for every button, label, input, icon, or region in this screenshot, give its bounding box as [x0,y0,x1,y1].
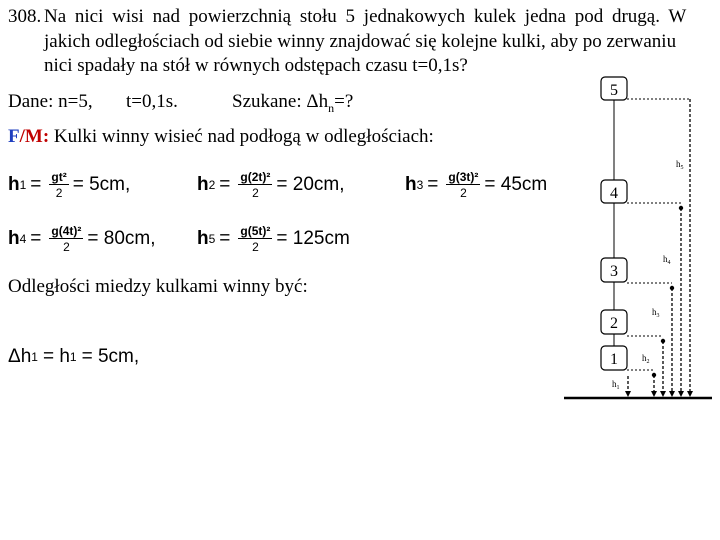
sought-sub: n [328,100,335,115]
formula-h3-num: g(3t)² [448,170,479,184]
formula-h4-sub: 4 [19,232,27,246]
problem-text-line-3: nici spadały na stół w równych odstępach czasu t=0,1s? [44,55,468,76]
h3-label: $h_3$ [652,307,660,319]
h1-label: $h_1$ [612,379,620,391]
delta-h1-mid: = h [42,346,70,367]
ball-5 [601,77,627,100]
formula-h2-den: 2 [252,186,259,200]
ball-2 [601,310,627,334]
formula-h4-var: h [8,228,20,249]
formula-h1-sub: 1 [19,178,27,192]
formula-h2-result: = 20cm, [276,174,345,195]
formula-h3: h 3 = $\frac{\text{g(3t)²}}{2}$ = 45cm [405,170,548,200]
formula-h5: h 5 = $\frac{\text{g(5t)²}}{2}$ = 125cm [197,224,350,254]
formula-h1-var: h [8,174,20,195]
height-arrows [628,99,690,392]
ball-1-label: 1 [610,351,618,368]
formula-h1-den: 2 [55,186,63,200]
problem-number: 308. [8,6,42,27]
ball-3 [601,258,627,282]
fm-m: M: [24,126,50,147]
fm-slash: / [19,126,25,147]
formula-h5-num: g(5t)² [240,224,271,238]
arrow-markers [625,206,693,397]
formula-h2-var: h [197,174,209,195]
formula-h2-sub: 2 [208,178,216,192]
fm-text: Kulki winny wisieć nad podłogą w odległościach: [53,126,434,147]
distances-heading: Odległości miedzy kulkami winny być: [8,276,308,297]
formula-h5-result: = 125cm [276,228,350,249]
formula-h3-var: h [405,174,417,195]
ball-4-label: 4 [610,185,618,202]
formula-h2-num: g(2t)² [240,170,271,184]
formula-h4: h 4 = $\frac{\text{g(4t)²}}{2}$ = 80cm, [8,224,156,254]
formula-h1-num: gt² [51,170,67,184]
delta-h1-mid-sub: 1 [69,350,77,364]
fm-f: F [8,126,20,147]
ball-3-label: 3 [610,263,618,280]
h4-label: $h_4$ [663,254,671,266]
formula-h4-den: 2 [63,240,70,254]
problem-text-line-1: Na nici wisi nad powierzchnią stołu 5 jednakowych kulek jedna pod drugą. W [44,6,687,27]
problem-text-line-2: jakich odległościach od siebie winny znajdować się kolejne kulki, aby po zerwaniu [44,31,677,52]
h5-label: $h_5$ [676,159,684,171]
sought-suffix: =? [334,91,354,112]
ball-5-label: 5 [610,82,618,99]
delta-h1-lhs: Δh [8,346,32,367]
formula-h3-den: 2 [460,186,467,200]
formula-h5-sub: 5 [208,232,216,246]
delta-h1-lhs-sub: 1 [31,350,38,364]
formula-h1-result: = 5cm, [72,174,131,195]
delta-h1-rhs: = 5cm, [81,346,140,367]
h2-label: $h_2$ [642,353,650,365]
ball-2-label: 2 [610,315,618,332]
formula-h5-var: h [197,228,209,249]
given-dane: Dane: n=5, [8,91,93,112]
formula-h3-result: = 45cm [484,174,548,195]
formula-h4-result: = 80cm, [87,228,156,249]
formula-h3-sub: 3 [416,178,424,192]
formula-h4-num: g(4t)² [51,224,82,238]
formula-h1: h 1 = $\frac{\text{gt²}}{2}$ = 5cm, [8,170,131,200]
ball-1 [601,346,627,370]
ball-4 [601,180,627,203]
formula-h5-den: 2 [252,240,259,254]
sought-prefix: Szukane: Δh [232,91,329,112]
formula-h2: h 2 = $\frac{\text{g(2t)²}}{2}$ = 20cm, [197,170,345,200]
given-time: t=0,1s. [126,91,178,112]
